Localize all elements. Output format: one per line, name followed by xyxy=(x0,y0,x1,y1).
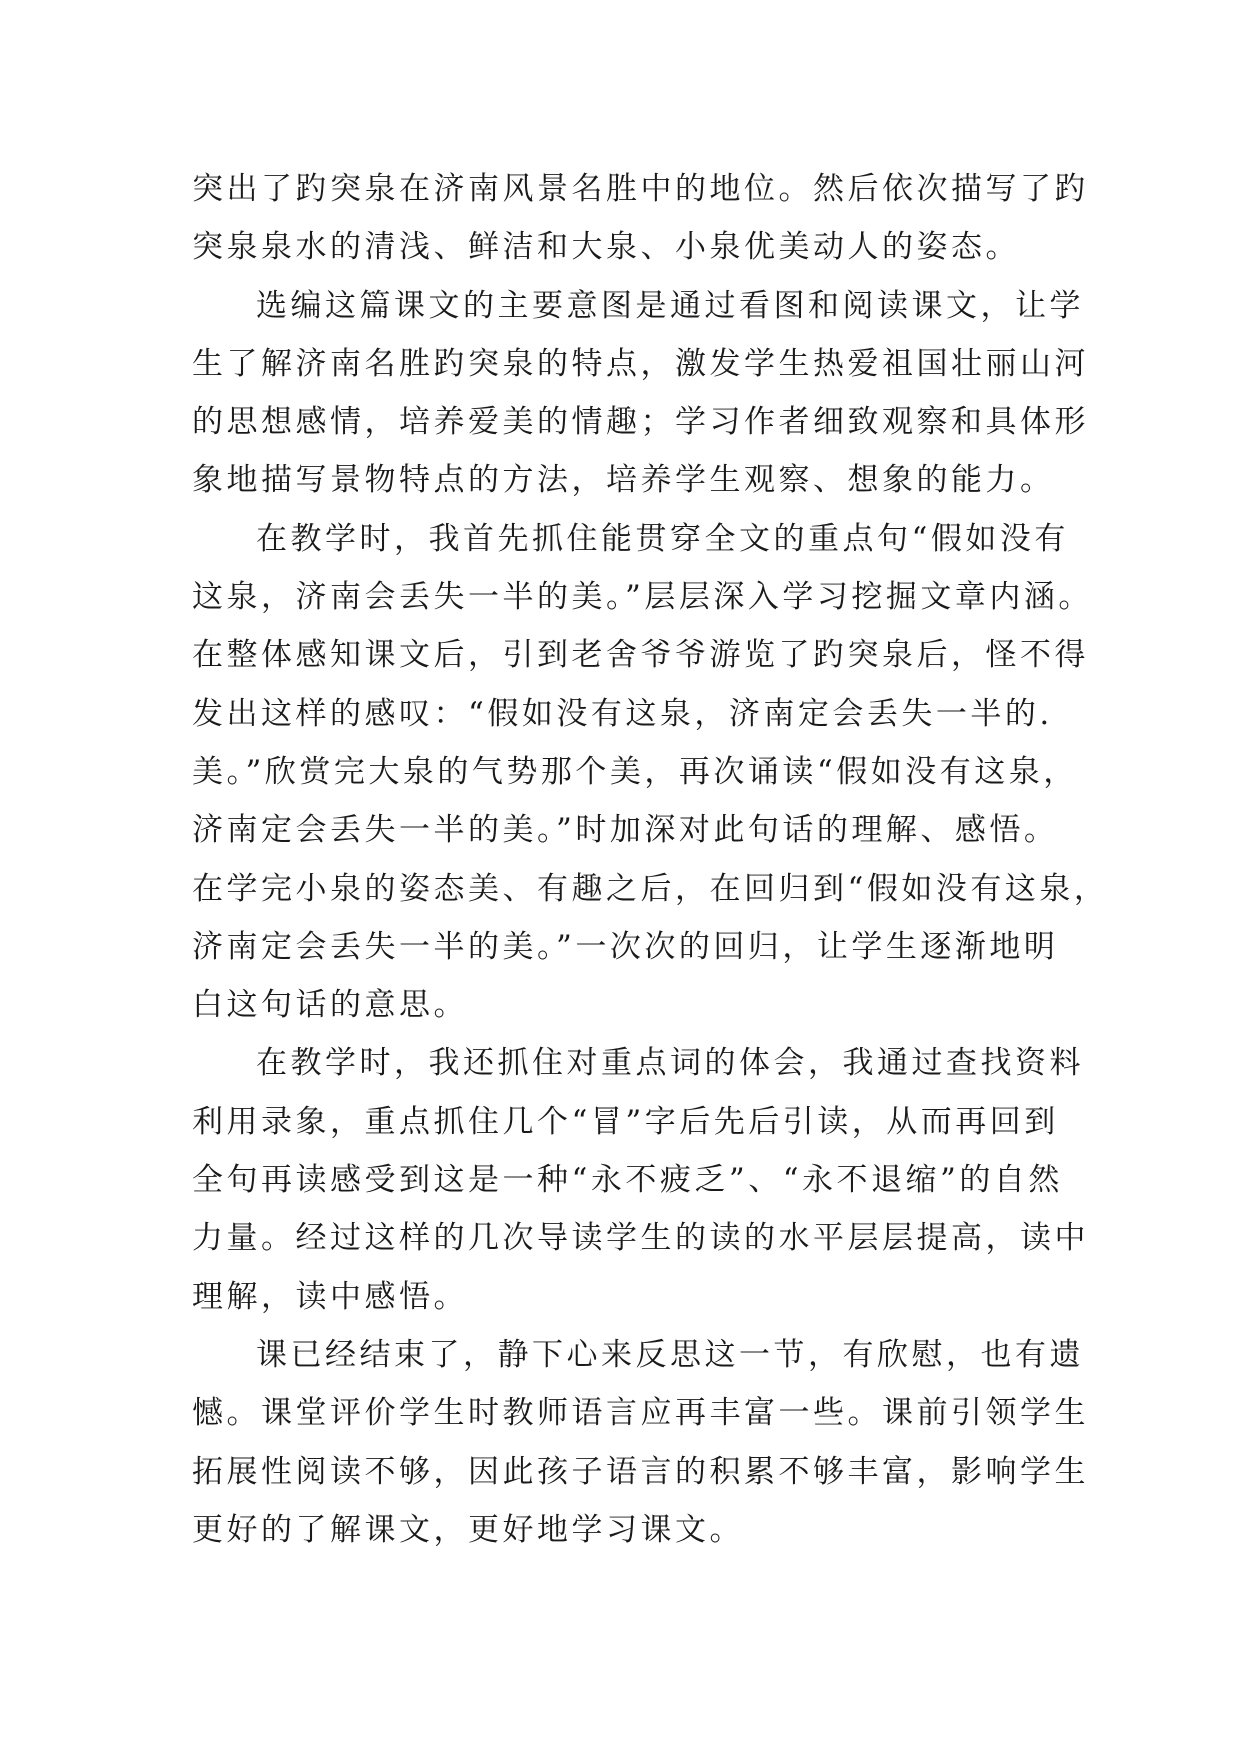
paragraph-first-line: 在教学时，我还抓住对重点词的体会，我通过查找资料 xyxy=(256,1045,1084,1082)
paragraph-first-line: 在教学时，我首先抓住能贯穿全文的重点句“假如没有 xyxy=(256,520,1069,557)
text-line: 突泉泉水的清浅、鲜洁和大泉、小泉优美动人的姿态。 xyxy=(192,229,1020,266)
text-line: 力量。经过这样的几次导读学生的读的水平层层提高，读中 xyxy=(192,1220,1089,1257)
text-line: 利用录象，重点抓住几个“冒”字后先后引读，从而再回到 xyxy=(192,1103,1059,1140)
text-line: 拓展性阅读不够，因此孩子语言的积累不够丰富，影响学生 xyxy=(192,1453,1089,1490)
text-line: 美。”欣赏完大泉的气势那个美，再次诵读“假如没有这泉， xyxy=(192,753,1078,790)
text-line: 济南定会丢失一半的美。”一次次的回归，让学生逐渐地明 xyxy=(192,928,1059,965)
text-line: 更好的了解课文，更好地学习课文。 xyxy=(192,1511,744,1548)
document-body xyxy=(192,160,1109,1559)
paragraph-first-line: 选编这篇课文的主要意图是通过看图和阅读课文，让学 xyxy=(256,287,1084,324)
text-line: 济南定会丢失一半的美。”时加深对此句话的理解、感悟。 xyxy=(192,812,1059,849)
text-line: 象地描写景物特点的方法，培养学生观察、想象的能力。 xyxy=(192,462,1055,499)
text-line: 在学完小泉的姿态美、有趣之后，在回归到“假如没有这泉， xyxy=(192,870,1109,907)
text-line: 生了解济南名胜趵突泉的特点，激发学生热爱祖国壮丽山河 xyxy=(192,345,1089,382)
text-line: 突出了趵突泉在济南风景名胜中的地位。然后依次描写了趵 xyxy=(192,171,1089,207)
text-line: 发出这样的感叹：“假如没有这泉，济南定会丢失一半的. xyxy=(192,695,1053,732)
text-line: 的思想感情，培养爱美的情趣；学习作者细致观察和具体形 xyxy=(192,404,1089,441)
text-line: 白这句话的意思。 xyxy=(192,987,468,1024)
text-line: 憾。课堂评价学生时教师语言应再丰富一些。课前引领学生 xyxy=(192,1395,1089,1432)
paragraph-first-line: 课已经结束了，静下心来反思这一节，有欣慰，也有遗 xyxy=(256,1336,1084,1373)
text-line: 理解，读中感悟。 xyxy=(192,1278,468,1315)
text-line: 这泉，济南会丢失一半的美。”层层深入学习挖掘文章内涵。 xyxy=(192,579,1093,616)
text-line: 在整体感知课文后，引到老舍爷爷游览了趵突泉后，怪不得 xyxy=(192,637,1089,674)
text-line: 全句再读感受到这是一种“永不疲乏”、“永不退缩”的自然 xyxy=(192,1162,1063,1199)
